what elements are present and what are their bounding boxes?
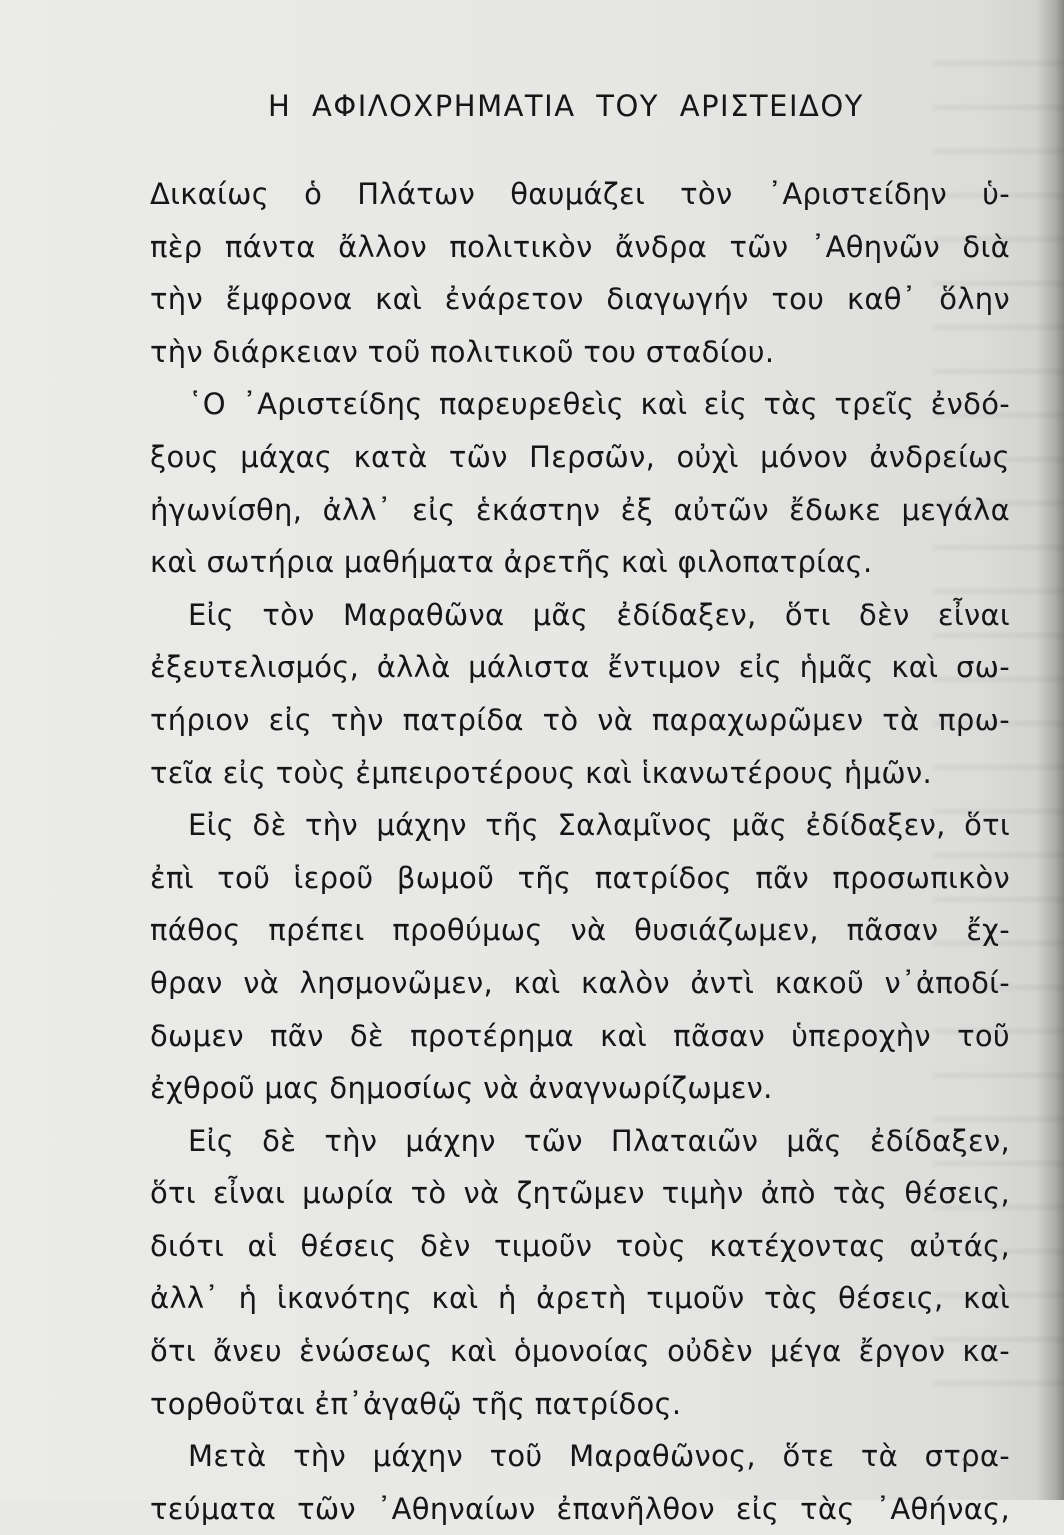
text-line: δωμεν πᾶν δὲ προτέρημα καὶ πᾶσαν ὑπεροχὴν τοῦ: [150, 1018, 1010, 1053]
text-line: τορθοῦται ἐπ᾿ἀγαθῷ τῆς πατρίδος.: [150, 1386, 682, 1421]
text-line: θραν νὰ λησμονῶμεν, καὶ καλὸν ἀντὶ κακοῦ ν᾿ἀποδί-: [150, 965, 1010, 1000]
text-line: τὴν ἔμφρονα καὶ ἐνάρετον διαγωγήν του καθ᾿ ὅλην: [150, 282, 1010, 317]
text-line: τὴν διάρκειαν τοῦ πολιτικοῦ του σταδίου.: [150, 334, 775, 369]
text-line: τεῖα εἰς τοὺς ἐμπειροτέρους καὶ ἱκανωτέρους ἡμῶν.: [150, 755, 933, 790]
text-line: ῾Ο ᾿Αριστείδης παρευρεθεὶς καὶ εἰς τὰς τρεῖς ἐνδό-: [188, 387, 1010, 422]
text-line: πάθος πρέπει προθύμως νὰ θυσιάζωμεν, πᾶσαν ἔχ-: [150, 913, 1010, 948]
text-line: τήριον εἰς τὴν πατρίδα τὸ νὰ παραχωρῶμεν τὰ πρω-: [150, 702, 1010, 737]
text-line: ἀλλ᾿ ἡ ἱκανότης καὶ ἡ ἀρετὴ τιμοῦν τὰς θέσεις, καὶ: [150, 1281, 1010, 1316]
text-line: Δικαίως ὁ Πλάτων θαυμάζει τὸν ᾿Αριστείδην ὑ-: [150, 177, 1010, 211]
page-title: Η ΑΦΙΛΟΧΡΗΜΑΤΙΑ ΤΟΥ ΑΡΙΣΤΕΙΔΟΥ: [268, 89, 864, 123]
body-text: [150, 168, 1010, 1535]
text-line: διότι αἱ θέσεις δὲν τιμοῦν τοὺς κατέχοντας αὐτάς,: [150, 1228, 1010, 1263]
text-line: Μετὰ τὴν μάχην τοῦ Μαραθῶνος, ὅτε τὰ στρα-: [188, 1439, 1010, 1474]
text-line: Εἰς δὲ τὴν μάχην τῶν Πλαταιῶν μᾶς ἐδίδαξεν,: [188, 1123, 1010, 1158]
text-line: ἐχθροῦ μας δημοσίως νὰ ἀναγνωρίζωμεν.: [150, 1071, 773, 1106]
text-line: τεύματα τῶν ᾿Αθηναίων ἐπανῆλθον εἰς τὰς ᾿Αθήνας,: [150, 1491, 1010, 1526]
text-line: Εἰς δὲ τὴν μάχην τῆς Σαλαμῖνος μᾶς ἐδίδαξεν, ὅτι: [188, 808, 1010, 843]
text-line: ὅτι ἄνευ ἑνώσεως καὶ ὁμονοίας οὐδὲν μέγα ἔργον κα-: [150, 1334, 1010, 1369]
text-line: ξους μάχας κατὰ τῶν Περσῶν, οὐχὶ μόνον ἀνδρείως: [150, 439, 1010, 474]
text-line: ἐξευτελισμός, ἀλλὰ μάλιστα ἔντιμον εἰς ἡμᾶς καὶ σω-: [150, 650, 1010, 685]
text-line: καὶ σωτήρια μαθήματα ἀρετῆς καὶ φιλοπατρίας.: [150, 545, 873, 580]
text-line: ἠγωνίσθη, ἀλλ᾿ εἰς ἑκάστην ἐξ αὐτῶν ἔδωκε μεγάλα: [150, 492, 1010, 527]
text-line: πὲρ πάντα ἄλλον πολιτικὸν ἄνδρα τῶν ᾿Αθηνῶν διὰ: [150, 229, 1010, 264]
text-line: ἐπὶ τοῦ ἱεροῦ βωμοῦ τῆς πατρίδος πᾶν προσωπικὸν: [150, 860, 1010, 895]
text-line: Εἰς τὸν Μαραθῶνα μᾶς ἐδίδαξεν, ὅτι δὲν εἶναι: [188, 597, 1010, 632]
page-edge-shadow: [1036, 0, 1064, 1500]
text-line: ὅτι εἶναι μωρία τὸ νὰ ζητῶμεν τιμὴν ἀπὸ τὰς θέσεις,: [150, 1176, 1010, 1211]
